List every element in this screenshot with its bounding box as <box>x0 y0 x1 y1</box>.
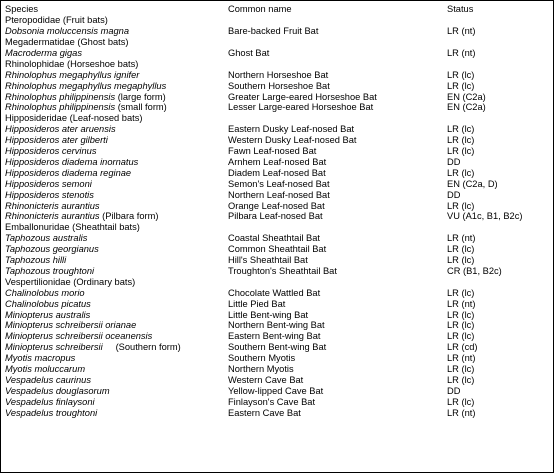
species-cell <box>5 288 85 299</box>
status-cell: LR (lc) <box>447 200 475 211</box>
species-name: Taphozous troughtoni <box>5 265 95 276</box>
status-cell: EN (C2a) <box>447 91 486 102</box>
common-name-cell: Greater Large-eared Horseshoe Bat <box>228 91 377 102</box>
species-name: Rhinonicteris aurantius <box>5 200 100 211</box>
species-cell <box>5 70 139 81</box>
table-row <box>1 233 553 244</box>
common-name-cell: Orange Leaf-nosed Bat <box>228 200 325 211</box>
status-cell: LR (nt) <box>447 407 476 418</box>
common-name-cell: Fawn Leaf-nosed Bat <box>228 146 317 156</box>
species-name: Dobsonia moluccensis magna <box>5 26 130 37</box>
species-cell <box>5 26 129 37</box>
status-cell: LR (lc) <box>447 331 475 342</box>
family-group-row <box>1 37 553 48</box>
species-cell <box>5 353 75 364</box>
table-row <box>1 190 553 201</box>
table-row <box>1 102 553 113</box>
common-name-cell: Eastern Dusky Leaf-nosed Bat <box>228 124 355 135</box>
common-name-cell: Hill's Sheathtail Bat <box>228 255 308 265</box>
family-group-label: Emballonuridae (Sheathtail bats) <box>5 222 140 233</box>
table-row <box>1 135 553 146</box>
species-cell <box>5 81 166 92</box>
table-row <box>1 288 553 299</box>
table-row <box>1 201 553 212</box>
common-name-cell: Troughton's Sheathtail Bat <box>228 265 337 276</box>
species-name: Vespadelus douglasorum <box>5 385 110 396</box>
status-cell: LR (lc) <box>447 396 475 407</box>
species-cell <box>5 331 152 342</box>
species-cell <box>5 92 166 103</box>
species-name: Hipposideros ater aruensis <box>5 124 116 135</box>
common-name-cell: Arnhem Leaf-nosed Bat <box>228 156 327 167</box>
status-cell: LR (nt) <box>447 298 476 309</box>
species-cell <box>5 364 85 375</box>
family-group-label: Pteropodidae (Fruit bats) <box>5 15 108 26</box>
status-cell: LR (lc) <box>447 124 475 135</box>
species-name: Taphozous hilli <box>5 255 67 265</box>
species-form-note: (Pilbara form) <box>102 211 159 222</box>
species-cell <box>5 201 100 212</box>
common-name-cell: Southern Horseshoe Bat <box>228 80 330 91</box>
species-name: Macroderma gigas <box>5 47 82 58</box>
species-cell <box>5 244 99 255</box>
status-cell: DD <box>447 385 461 396</box>
table-row <box>1 320 553 331</box>
common-name-cell: Eastern Bent-wing Bat <box>228 331 321 342</box>
status-cell: CR (B1, B2c) <box>447 265 502 276</box>
status-cell: DD <box>447 156 461 167</box>
common-name-cell: Common Sheathtail Bat <box>228 244 327 255</box>
table-row <box>1 157 553 168</box>
species-cell <box>5 179 92 190</box>
species-name: Rhinolophus megaphyllus megaphyllus <box>5 80 167 91</box>
species-form-note: (small form) <box>117 102 167 113</box>
species-cell <box>5 408 97 419</box>
common-name-cell: Little Bent-wing Bat <box>228 309 309 320</box>
table-row <box>1 386 553 397</box>
status-cell: LR (lc) <box>447 69 475 80</box>
status-cell: LR (nt) <box>447 26 476 37</box>
species-name: Myotis moluccarum <box>5 364 86 374</box>
status-cell: EN (C2a) <box>447 102 486 113</box>
species-name: Miniopterus schreibersii orianae <box>5 320 137 331</box>
species-name: Vespadelus troughtoni <box>5 407 98 418</box>
common-name-cell: Southern Myotis <box>228 353 296 364</box>
status-cell: LR (lc) <box>447 244 475 255</box>
species-name: Rhinolophus megaphyllus ignifer <box>5 69 140 80</box>
common-name-cell: Eastern Cave Bat <box>228 407 301 418</box>
species-cell <box>5 299 91 310</box>
status-cell: DD <box>447 189 461 200</box>
table-row <box>1 397 553 408</box>
common-name-cell: Northern Leaf-nosed Bat <box>228 189 330 200</box>
common-name-cell: Lesser Large-eared Horseshoe Bat <box>228 102 374 113</box>
table-row <box>1 310 553 321</box>
species-name: Hipposideros diadema reginae <box>5 167 132 178</box>
status-cell: LR (nt) <box>447 47 476 58</box>
table-row <box>1 92 553 103</box>
species-name: Rhinonicteris aurantius <box>5 211 100 222</box>
common-name-cell: Coastal Sheathtail Bat <box>228 233 320 244</box>
status-cell: LR (lc) <box>447 255 475 265</box>
common-name-cell: Chocolate Wattled Bat <box>228 287 321 298</box>
status-cell: LR (nt) <box>447 353 476 364</box>
common-name-cell: Western Cave Bat <box>228 374 304 385</box>
species-cell <box>5 266 94 277</box>
common-name-cell: Semon's Leaf-nosed Bat <box>228 178 330 189</box>
table-row <box>1 408 553 419</box>
species-cell <box>5 135 108 146</box>
status-cell: VU (A1c, B1, B2c) <box>447 211 523 222</box>
species-cell <box>5 233 87 244</box>
table-row <box>1 146 553 157</box>
common-name-cell: Bare-backed Fruit Bat <box>228 26 319 37</box>
species-cell <box>5 168 131 179</box>
table-row <box>1 48 553 59</box>
species-name: Taphozous georgianus <box>5 244 99 255</box>
family-group-row <box>1 59 553 70</box>
family-group-label: Vespertilionidae (Ordinary bats) <box>5 276 136 287</box>
species-name: Vespadelus caurinus <box>5 374 91 385</box>
table-row <box>1 375 553 386</box>
species-form-note: (Southern form) <box>115 342 181 353</box>
table-row <box>1 244 553 255</box>
species-cell <box>5 190 94 201</box>
status-cell: LR (lc) <box>447 80 475 91</box>
status-cell: LR (lc) <box>447 146 475 156</box>
table-row <box>1 179 553 190</box>
species-name: Miniopterus australis <box>5 309 91 320</box>
species-cell <box>5 146 96 157</box>
table-row <box>1 124 553 135</box>
species-cell <box>5 342 181 353</box>
common-name-cell: Northern Bent-wing Bat <box>228 320 325 331</box>
species-name: Rhinolophus philippinensis <box>5 91 116 102</box>
common-name-cell: Western Dusky Leaf-nosed Bat <box>228 135 357 146</box>
status-cell: LR (lc) <box>447 167 475 178</box>
species-form-note: (large form) <box>117 91 166 102</box>
species-name: Chalinolobus morio <box>5 287 85 298</box>
common-name-cell: Northern Horseshoe Bat <box>228 69 329 80</box>
status-cell: LR (lc) <box>447 135 475 146</box>
family-group-row <box>1 222 553 233</box>
species-header: Species <box>5 4 39 14</box>
table-row <box>1 81 553 92</box>
species-name: Chalinolobus picatus <box>5 298 91 309</box>
status-header: Status <box>447 4 474 14</box>
status-cell: LR (lc) <box>447 287 475 298</box>
table-row <box>1 211 553 222</box>
species-cell <box>5 48 82 59</box>
species-cell <box>5 386 110 397</box>
table-row <box>1 342 553 353</box>
species-cell <box>5 102 167 113</box>
species-cell <box>5 124 116 135</box>
common-name-cell: Diadem Leaf-nosed Bat <box>228 167 326 178</box>
table-row <box>1 353 553 364</box>
family-group-label: Hipposideridae (Leaf-nosed bats) <box>5 113 143 124</box>
table-header <box>1 4 553 15</box>
family-group-row <box>1 15 553 26</box>
species-name: Myotis macropus <box>5 353 76 364</box>
common-name-cell: Ghost Bat <box>228 47 270 58</box>
status-cell: LR (lc) <box>447 320 475 331</box>
species-name: Hipposideros cervinus <box>5 146 97 156</box>
species-cell <box>5 211 158 222</box>
common-name-header: Common name <box>228 4 292 14</box>
status-cell: EN (C2a, D) <box>447 178 498 189</box>
table-row <box>1 255 553 266</box>
status-cell: LR (lc) <box>447 364 475 374</box>
family-group-row <box>1 277 553 288</box>
species-cell <box>5 157 138 168</box>
species-name: Hipposideros semoni <box>5 178 92 189</box>
species-name: Taphozous australis <box>5 233 88 244</box>
species-name: Rhinolophus philippinensis <box>5 102 116 113</box>
family-group-label: Megadermatidae (Ghost bats) <box>5 37 129 47</box>
family-group-label: Rhinolophidae (Horseshoe bats) <box>5 58 139 69</box>
status-cell: LR (lc) <box>447 374 475 385</box>
status-cell: LR (nt) <box>447 233 476 244</box>
species-name: Hipposideros ater gilberti <box>5 135 108 146</box>
species-name: Hipposideros stenotis <box>5 189 94 200</box>
table-row <box>1 266 553 277</box>
species-cell <box>5 255 66 266</box>
common-name-cell: Northern Myotis <box>228 364 294 374</box>
species-name: Miniopterus schreibersii oceanensis <box>5 331 153 342</box>
species-name: Miniopterus schreibersii <box>5 342 103 353</box>
common-name-cell: Pilbara Leaf-nosed Bat <box>228 211 323 222</box>
table-row <box>1 331 553 342</box>
common-name-cell: Yellow-lipped Cave Bat <box>228 385 324 396</box>
table-row <box>1 168 553 179</box>
common-name-cell: Finlayson's Cave Bat <box>228 396 316 407</box>
common-name-cell: Little Pied Bat <box>228 298 286 309</box>
table-row <box>1 70 553 81</box>
status-cell: LR (cd) <box>447 342 478 353</box>
species-cell <box>5 320 136 331</box>
species-name: Hipposideros diadema inornatus <box>5 156 139 167</box>
table-row <box>1 299 553 310</box>
status-cell: LR (lc) <box>447 309 475 320</box>
species-cell <box>5 310 90 321</box>
species-cell <box>5 375 91 386</box>
family-group-row <box>1 113 553 124</box>
table-row <box>1 364 553 375</box>
common-name-cell: Southern Bent-wing Bat <box>228 342 327 353</box>
species-cell <box>5 397 95 408</box>
table-row <box>1 26 553 37</box>
species-name: Vespadelus finlaysoni <box>5 396 95 407</box>
